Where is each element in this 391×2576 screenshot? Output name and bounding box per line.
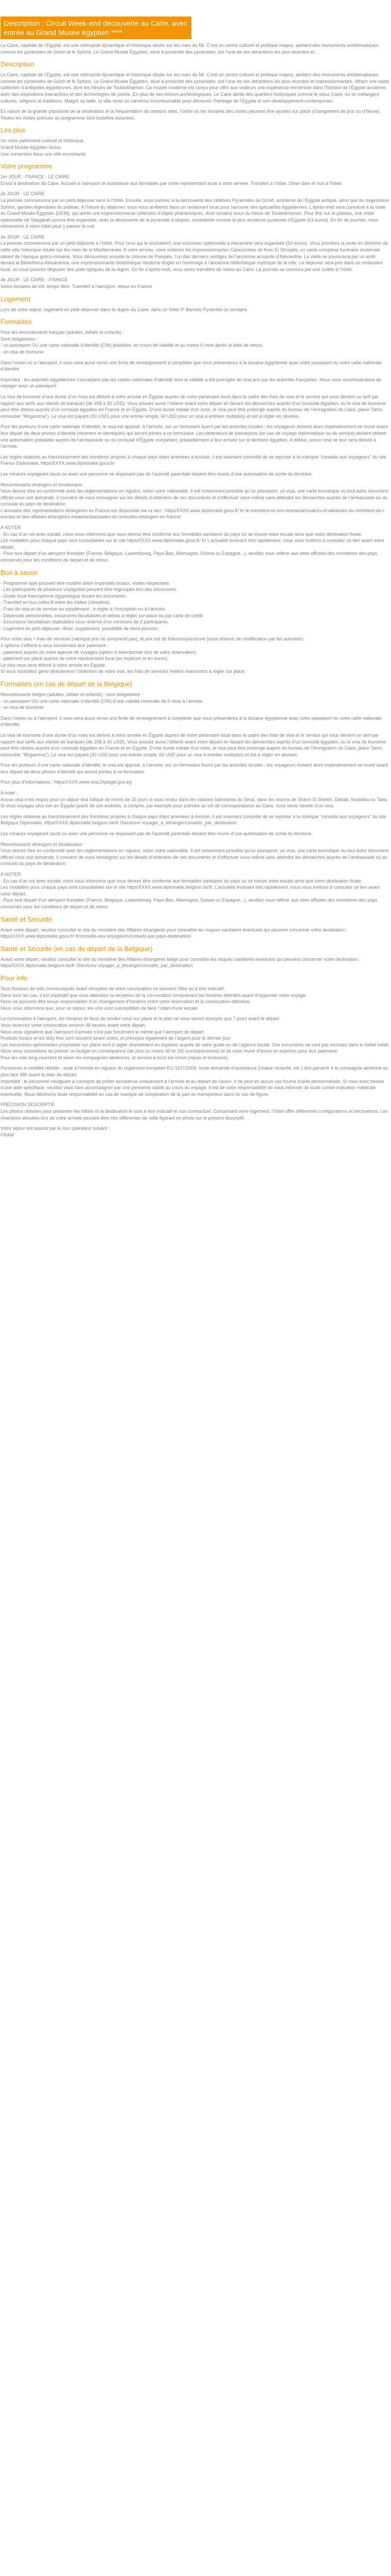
section-heading: Formalités — [1, 318, 32, 326]
section-paragraph: Les mineurs voyageant seuls ou avec une personne ne disposant pas de l’autorité parentale doivent être munis d’une autorisation de sortie du territoire. — [1, 471, 313, 477]
section-heading: Description — [1, 60, 35, 69]
section-paragraph: 2e JOUR : LE CAIRE La journée commencera par un petit-déjeuner servi à l’hôtel. Ensuite, vous partirez à la découverte des célèbres Pyramides de Gizeh, emblème de l’Égypte antique, ainsi que du majestueux Sphinx, gardien légendaire du plateau. A l’heure du déjeuner, vous vous arrêterez dans un restaurant local pour savourer des spécialités égyptiennes. L’après-midi sera consacré à la visite du Grand Musée Égyptien (GEM), qui abrite une impressionnante collection d’objets pharaoniques, dont certains issus du trésor de Toutankhamon. Pour finir sur le plateau, une visite optionnelle de Saqqarah pourra être organisée, avec la découverte de la pyramide à degrés, considérée comme la plus ancienne pyramide d’Egypte (63 euros). En fin de journée, vous retournerez à votre hôtel pour y passer la nuit. — [1, 191, 389, 229]
section-paragraph: Le visa de tourisme d’une durée d’un mois est délivré à votre arrivée en Égypte auprès de notre partenaire local dans le cadre des frais de visa et le service qui vous dévient un tarif par rapport aux tarifs aux stands de banques (de 25$ à 30 USD). Vous pouvez aussi l’obtenir avant votre départ en faisant les démarches auprès d’un consulat égyptien, ou le visa de tourisme peut être obtenu auprès d’un consulat égyptien en France et en Égypte. D’une durée initiale d’un mois, le visa peut être prolongé auprès du bureau de l’Immigration du Caire, place Tahrir, immeuble "Mogamma"). Le visa est payant (30 USD pour une entrée simple, 60 USD pour un visa à entrées multiples) et est à régler en devises. — [1, 732, 386, 757]
page — [0, 16, 391, 2576]
section-paragraph: Les mineurs voyageant seuls ou avec une personne ne disposant pas de l’autorité parentale doivent être munis d’une autorisation de sortie du territoire. — [1, 831, 313, 837]
section — [1, 162, 390, 290]
section-paragraph: Pour les ressortissants français (adultes, bébés et enfants) : Sont obligatoires : - un passeport OU une carte nationale d’identité (CNI) plastifiée, en cours de validité et au moins 6 mois après la date de retour, - un visa de tourisme — [1, 330, 263, 354]
section-paragraph: Les règles relatives au franchissement des frontières propres à chaque pays étant amenées à évoluer, il est vivement conseillé de se reporter à la rubrique "conseils aux voyageurs" du site France Diplomatie, https/XXXX.www.diplomatie.gouv.fr/ — [1, 454, 386, 466]
section-paragraph: 4e JOUR : LE CAIRE - FRANCE Selon horaires de vol, temps libre. Transfert à l’aéroport, retour en France. — [1, 277, 153, 290]
section-heading: Les plus — [1, 126, 26, 134]
section — [1, 42, 390, 55]
section-paragraph: Pour les porteurs d’une carte nationale d’identité, le visa est apposé, à l’arrivée, sur un formulaire fourni par les autorités locales ; les voyageurs doivent alors impérativement se munir avant leur départ de deux photos d’identité (récentes et identiques) qui seront jointes à ce formulaire. Les détenteurs de passeports (en cas de voyage diplomatique ou de service) doivent obtenir une autorisation préalable auprès de l’ambassade ou du consulat d’Égypte compétent, préalablement à leur arrivée sur le territoire égyptien. A défaut, aucun visa ne leur sera délivré à l’arrivée. — [1, 424, 388, 449]
section-paragraph: A noter : Aucun visa n’est requis pour un séjour tout Infique de moins de 15 jours si vous restez dans les stations balnéaires du Sinaï, dans les resorts de Sharm El Sheikh, Dahab, Nuweiba ou Taba. Si vous voyagez plus loin en Égypte (partir de ces endroits, à compris, par exemple pour prendre un vol de correspondance au Caire, vous serez besoin d’un visa. — [1, 790, 388, 809]
section-heading: Bon à savoir — [1, 568, 38, 577]
section-paragraph: Lors de votre séjour, logement en petit-déjeuner dans la région du Caire, dans un hôtel 4* Barcelo Pyramids ou similaire. — [1, 307, 249, 312]
section-paragraph: Dans l’onion ou à l’aéroport, il vous sera aussi remis une fiche de renseignement à compléter que vous présenterez à la douane égyptienne avec votre passeport ou votre carte nationale d’identité. — [1, 715, 382, 727]
section-paragraph: Le Caire, capitale de l’Égypte, est une métropole dynamique et historique située sur les rives du Nil. C’est un centre culturel et politique majeur, abritant des monuments emblématiques comme les pyramides de Gizeh et le Sphinx. Le Grand Musée Égyptien, situé à proximité des pyramides, est l’une de ses attractions les plus récentes et... — [1, 43, 379, 55]
section-paragraph: Les règles relatives au franchissement des frontières propres à chaque pays étant amenées à évoluer, il est vivement conseillé de se reporter à la rubrique "conseils aux voyageurs" du site Belgique Diplomatie, https/XXXX.diplomatie.belgium.be/fr /Services/ voyager_a_letranger/conseils_par_destination — [1, 814, 386, 826]
content — [1, 39, 390, 1138]
section — [1, 945, 390, 969]
section-heading: Pour info — [1, 974, 28, 982]
section-paragraph: Le Caire, capitale de l’Égypte, est une métropole dynamique et historique située sur les rives du Nil. C’est un centre culturel et politique majeur, abritant des monuments emblématiques comme les pyramides de Gizeh et le Sphinx. Le Grand Musée Égyptien, situé à proximité des pyramides, est l’une de ses attractions les plus récentes et impressionnantes, offrant une vaste collection d’antiquités égyptiennes, dont les trésors de Toutânkhamon. Ce musée moderne est conçu pour offrir aux visiteurs une expérience immersive dans l’histoire de l’Égypte ancienne, avec des expositions interactives et des technologies de pointe. En plus de ses trésors archéologiques, Le Caire abrite des quartiers historiques comme le vieux Caire, ou se mélangent cultures, religions et traditions. Malgré sa taille, la ville reste un carrefour incontournable pour découvrir l’héritage de l’Égypte et son développement contemporain. — [1, 72, 389, 104]
section-paragraph: A NOTER - En cas d’un vol avec escale, nous vous informons que vous devrez être conforme aux formalités sanitaires du pays où se trouve votre escale ainsi que votre destination finale. Les modalités pour chaque pays sont consultables sur le site https/XXXX.www.diplomatie.belgium.be/fr. L’actualité évoluant très rapidement, nous vous invitons à consulter ce lien avant votre départ. - Pour tout départ d’un aéroport frontalier (France, Belgique, Luxembourg, Pays-Bas, Allemagne, Suisse ou Espagne...), veuillez vous référer aux sites officiels des ministères des pays concernés pour les conditions de départ et de retour. — [1, 872, 380, 909]
section-paragraph: Avant votre départ, veuillez consulter le site du ministère des Affaires étrangères belge pour connaître les risques sanitaires éventuels qui peuvent concerner votre destination : https/XXXX.diplomatie.belgium.be/fr /Services/ voyager_a_letranger/conseils_par_destination — [1, 956, 361, 969]
page-title: Description : Circuit Week-end découverte au Caire, avec entrée au Grand Musée égyptien **** — [1, 16, 191, 39]
section — [1, 126, 390, 157]
section-paragraph: Dans l’onion où a l’aéroport, il vous sera aussi remis une fiche de renseignement à compléter que vous présenterez à la douane égyptienne avec votre passeport ou votre carte nationale d’identité. — [1, 360, 382, 372]
section-heading: Formalités (en cas de départ de la Belgique) — [1, 680, 133, 688]
section-paragraph: Pour votre visa + frais de services (rabrique prix ne comprend pas), le prix est de 60euros/personne (sous réserve de modification par les autorités). 2 options s’offrent à vous concernant leur paiement : - paiement auprès de votre agence de voyages (option d sélectionner lors de votre réservation) - paiement sur place auprès de notre représentant local (en espèces et en euros). Le visa vous sera délivré à votre arrivée en Égypte. Si vous souhaitez gérer directement l’obtention de votre visa, les frais de services restent néanmoins à régler sur place. — [1, 636, 305, 674]
section-paragraph: 3e JOUR : LE CAIRE La journée commencera par un petit-déjeuner à l’hôtel. Pour ceux qui le souhaitent, une excursion optionnelle à Alexandrie sera organisée (53 euros). Vous prendrez la route en direction de cette ville historique située sur les rives de la Méditerranée. A votre arrivée, vous visiterez les impressionnantes Catacombes de Kom El Shoqafa, un vaste complexe funéraire souterrain datant de l’époque gréco-romaine. Vous découvrirez ensuite la colonne de Pompée, l’un des derniers vestiges de l’ancienne acropole d’Alexandrie. La visite se poursuivra par un arrêt devant la Bibliotheca Alexandrina, une impressionnante bibliothèque moderne érigée en hommage à l’ancienne bibliothèque mythique de la ville. Le déjeuner sera pris dans un restaurant local, où vous pourrez déguster des plats typiques de la région. En fin d’après-midi, vous serez transféré de retour au Caire. La journée se conclura par une nuitée à l’hôtel. — [1, 234, 388, 272]
section-paragraph: 1er JOUR : FRANCE - LE CAIRE Envol à destination du Caire. Accueil à l’aéroport et assistance aux formalités par notre représentant local à votre arrivée. Transfert à l’hôtel. Dîner libre et nuit à l’hôtel. — [1, 174, 343, 186]
section-paragraph: Ressortissants belges (adultes, bébés et enfants) : sont obligatoires : - un passeport OU une carte nationale d’identité (CNI) d’une validité minimale de 6 mois à l’arrivée - un visa de tourisme — [1, 691, 203, 710]
section-paragraph: Un riche patrimoine culturel et historique Grand Musée égyptien inclus Une immersion dans une ville envoûtante — [1, 138, 86, 157]
section-paragraph: Pour les porteurs d’une carte nationale d’identité, le visa est apposé, à l’arrivée, sur un formulaire fourni par les autorités locales ; les voyageurs doivent alors impérativement se munir avant leur départ de deux photos d’identité qui seront jointes à ce formulaire. — [1, 762, 388, 774]
section — [1, 295, 390, 313]
section-paragraph: En raison de la grande popularité de la destination et la fréquentation de certains sites, l’ordre ou les horaires des visites peuvent être ajustés sur place (changement de jour ou d’heure). Toutes les visites prévues au programme sont toutefois assurées. — [1, 109, 381, 121]
section-paragraph: Le visa de tourisme d’une durée d’un mois est délivré à votre arrivée en Égypte auprès de notre partenaire local dans le cadre des frais de visa et le service qui vous dévient un tarif par rapport aux tarifs aux stands de banques (de 25$ à 30 USD). Vous pouvez aussi l’obtenir avant votre départ en faisant les démarches auprès d’un consulat égyptien, ou le visa de tourisme peut être obtenu auprès d’un consulat égyptien en France et en Égypte. D’une durée initiale d’un mois, le visa peut être prolongé auprès du bureau de l’Immigration du Caire, place Tahrir, immeuble "Mogamma"). Le visa est payant (30 USD) pour une entrée simple, 60 USD pour un visa à entrées multiples) et est à régler en devises. — [1, 394, 386, 419]
section-paragraph: Personnes à mobilité réduite : suite à l’entrée en vigueur du règlement européen EU 1107/2006, toute demande d’assistance (chaise roulante, etc.) doit parvenir à la compagnie aérienne au plus tard 48h avant la date de départ. Important : le personnel naviguant a consigne de prêter assistance uniquement à l’arrivée et au départ de l’avion, il ne peut en aucun cas fournir d’aide personnalisée. Si vous avez besoin d’une aide spécifique, veuillez vous faire accompagner par une personne valide au cours du voyage. Il est de votre responsabilité de nous informer de toute contre-indication médicale éventuelle. Nous déclinons toute responsabilité en cas de manque de coopération de la part du transporteur dans ce cas de figure. — [1, 1065, 388, 1097]
section-paragraph: Important : les autorités égyptiennes n’acceptent pas les cartes nationales d’identité dont la validité a été prorogée de cinq ans par les autorités françaises. Nous vous recommandons de voyager avec un passeport. — [1, 377, 381, 389]
section — [1, 680, 390, 910]
section — [1, 569, 390, 675]
section-heading: Santé et Sécurité (en cas de départ de la Belgique) — [1, 944, 153, 953]
section-paragraph: La convocation à l’aéroport, les horaires et lieux de rendez-vous sur place et le plan ne vous seront envoyés que 7 jours avant le départ. Vous recevrez votre convocation environ 48 heures avant votre départ. Nous vous signalons que l’aéroport d’arrivée n’est pas forcément le même que l’aéroport de départ. Produits locaux et les duty free sont souvent assez chers, et prévoyez également de l’argent pour le dernier jour. Les excursions optionnelles proposées sur place sont à régler directement en espèces auprès de votre guide ou de l’agence locale. Ces excursions ne sont pas incluses dans le forfait initial. Nous vous conseillons de prévoir un budget en conséquence (de plus ou moins 40 et 150 euros/personne) et de vous munir d’euros en espèces pour leur paiement. Pour les vols long-courriers et selon les compagnies aériennes, le service à bord est inclus (repas et boissons). — [1, 1016, 389, 1060]
section-heading: Santé et Sécurité — [1, 915, 52, 923]
section — [1, 60, 390, 121]
section-paragraph: Ressortissants étrangers et binationaux : Vous devrez être en conformité avec les réglementations en vigueur, selon votre nationalité. Il est notamment possible qu’un passeport, un visa, une carte touristique ou tout autre document officiel vous soit demandé. Il convient de vous renseigner sur les détails d’obtention de ces documents et d’effectuer vous-même sans attendre les démarches auprès de l’ambassade ou du consulat du pays de destination. — [1, 841, 388, 867]
section-heading: Votre programme — [1, 162, 53, 171]
section-paragraph: Avant votre départ, veuillez consulter le site du ministère des Affaires étrangères pour connaître les risques sanitaires éventuels qui peuvent concerner votre destination : https/XXXX.www.diplomatie.gouv.fr/ fr/conseils-aux-voyageurs/conseils-par-pays-destination/ — [1, 927, 348, 939]
section-paragraph: Ressortissants étrangers et binationaux : Vous devrez être en conformité avec les réglementations en vigueur, selon votre nationalité. Il est notamment possible qu’un passeport, un visa, une carte touristique ou tout autre document officiel vous soit demandé. Il convient de vous renseigner sur les détails d’obtention de ces documents et d’effectuer vous-même sans attendre les démarches auprès de l’ambassade ou du consulat du pays de destination. L’annuaire des représentations étrangères en France est disponible via ce lien : https/XXXX.www.diplomatie.gouv.fr/ fr/ le-ministere-et-son-reseau/annuaires-et-adresses-du-ministere-de-l-europe-et-des-affaires-etrangeres-meae/ambassades-et-consulats-etrangers-en-france/ — [1, 482, 388, 520]
section-paragraph: Pour plus d’informations : https/XXXX.www.visa.Diplogel.gov.eg — [1, 779, 132, 785]
section-paragraph: Tous horaires de vols communiqués avant réception de votre convocation ne peuvent l’être qu’à titre indicatif. Dans tous les cas, il est impératif que vous attendiez la réception de la convocation comprenant les horaires définitifs avant d’organiser votre voyage. Nous ne pouvons être tenus responsables d’un changement d’horaires entre votre réservation et la convocation définitive. Nous vous informons que, pour ce séjour, les vols sont susceptibles de faire l’objet d’une escale. — [1, 986, 307, 1011]
section-paragraph: PRÉCISION DESCRIPTIF Les photos utilisées pour présenter les hôtels et la destination le sont à titre indicatif et non contractuel. Concernant votre logement, l’hôtel offre différentes configurations et décorations. Les chambres allouées lors de votre arrivée peuvent être très différentes de celle figurant en photo sur le présent descriptif. — [1, 1102, 388, 1121]
section — [1, 916, 390, 940]
section — [1, 974, 390, 1138]
section-heading: Logement — [1, 295, 30, 303]
section-paragraph: - Programme type pouvant être modifié selon impératifs locaux, visites respectées. - Les participants de plusieurs voyagistes peuvent être regroupés lors des excursions. - Guide local francophone égyptologue durant les excursions. - Transfert en bus collectif entre les visites (climatisé). - Frais de visa et de service ou supplément : à régler à l’inscription ou à l’arrivée. - Dépenses personnelles, excursions facultatives et extras à régler sur place ou par carte de crédit. - Excursions facultatives réalisables sous réserve d’un minimum de 2 participants. - Logement en petit-déjeuner, dîner, supplément, possibilité de demi-pension. — [1, 580, 204, 631]
section-paragraph: Votre séjour est assuré par le tour opérateur suivant : FRAM — [1, 1126, 110, 1138]
section-paragraph: A NOTER - En cas d’un vol avec escale, nous vous informons que vous devrez être conforme aux formalités sanitaires du pays où se trouve votre escale ainsi que votre destination finale. Les modalités pour chaque pays sont consultables sur le site https/XXXX.www.diplomatie.gouv.fr/ fr/ L’actualité évoluant très rapidement, nous vous invitons à consulter ce lien avant votre départ. - Pour tout départ d’un aéroport frontalier (France, Belgique, Luxembourg, Pays-Bas, Allemagne, Suisse ou Espagne...), veuillez vous référer aux sites officiels des ministères des pays concernés pour les conditions de départ et de retour. — [1, 525, 384, 563]
section — [1, 318, 390, 563]
